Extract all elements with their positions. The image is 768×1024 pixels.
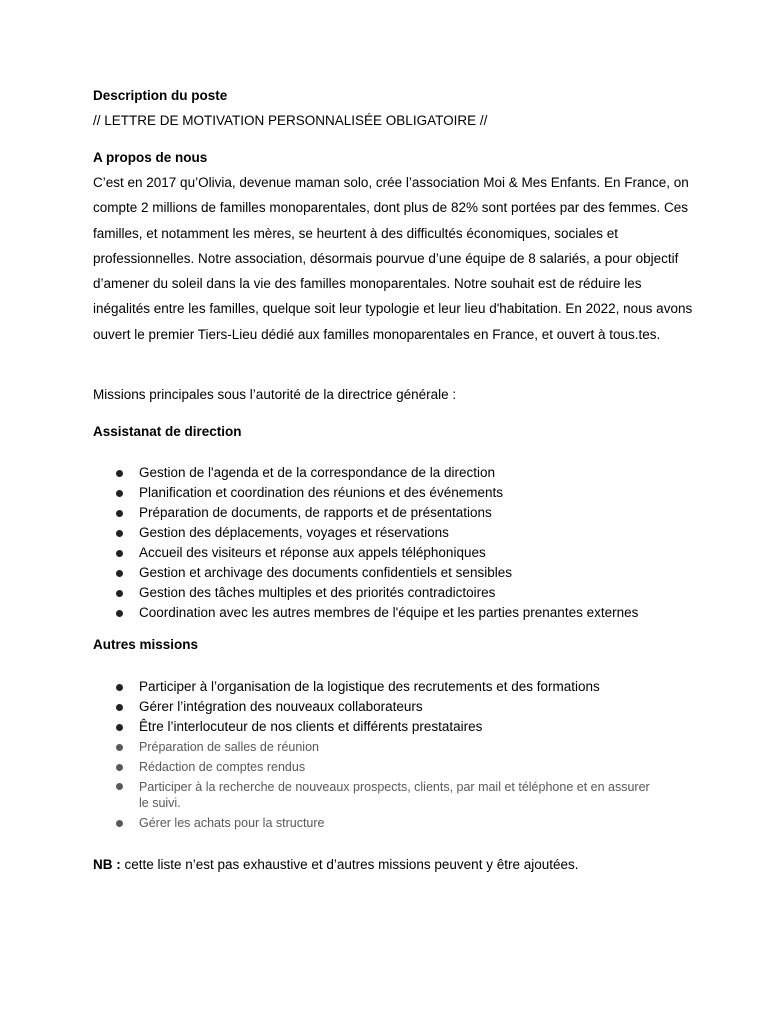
about-title: A propos de nous	[93, 150, 208, 165]
list-item: Planification et coordination des réunions et des événements	[0, 483, 699, 503]
job-description-title: Description du poste	[93, 88, 228, 103]
list-item: Participer à l’organisation de la logistique des recrutements et des formations	[0, 677, 699, 697]
list-item: Accueil des visiteurs et réponse aux appels téléphoniques	[0, 543, 699, 563]
other-missions-secondary-list	[0, 737, 699, 833]
footnote-label: NB :	[93, 857, 121, 872]
list-item: Gestion des déplacements, voyages et réservations	[0, 523, 699, 543]
missions-intro: Missions principales sous l’autorité de la directrice générale :	[93, 387, 457, 402]
list-item: Gestion des tâches multiples et des priorités contradictoires	[0, 583, 699, 603]
list-item: Coordination avec les autres membres de l'équipe et les parties prenantes externes	[0, 603, 699, 623]
list-item: Participer à la recherche de nouveaux prospects, clients, par mail et téléphone et en assurer le suivi.	[0, 777, 659, 813]
assistant-missions-list	[0, 463, 699, 623]
footnote	[93, 856, 579, 874]
list-item: Gestion de l'agenda et de la correspondance de la direction	[0, 463, 699, 483]
about-paragraph: C’est en 2017 qu’Olivia, devenue maman solo, crée l’association Moi & Mes Enfants. En France, on compte 2 millions de familles monoparentales, dont plus de 82% sont portées par des femmes. Ces familles, et notamment les mères, se heurtent à des difficultés économiques, sociales et professionnelles. Notre association, désormais pourvue d’une équipe de 8 salariés, a pour objectif d’amener du soleil dans la vie des familles monoparentales. Notre souhait est de réduire les inégalités entre les familles, quelque soit leur typologie et leur lieu d'habitation. En 2022, nous avons ouvert le premier Tiers-Lieu dédié aux familles monoparentales en France, et ouvert à tous.tes.	[93, 175, 693, 342]
list-item: Être l’interlocuteur de nos clients et différents prestataires	[0, 717, 699, 737]
list-item: Gérer les achats pour la structure	[0, 813, 699, 833]
assistant-section-title: Assistanat de direction	[93, 424, 242, 439]
list-item: Préparation de documents, de rapports et de présentations	[0, 503, 699, 523]
other-missions-title: Autres missions	[93, 637, 199, 652]
other-missions-list	[0, 677, 699, 737]
cover-letter-notice: // LETTRE DE MOTIVATION PERSONNALISÉE OBLIGATOIRE //	[93, 113, 488, 128]
list-item: Préparation de salles de réunion	[0, 737, 699, 757]
list-item: Gérer l’intégration des nouveaux collaborateurs	[0, 697, 699, 717]
list-item: Rédaction de comptes rendus	[0, 757, 699, 777]
list-item: Gestion et archivage des documents confidentiels et sensibles	[0, 563, 699, 583]
footnote-text: cette liste n’est pas exhaustive et d’autres missions peuvent y être ajoutées.	[120, 857, 579, 872]
